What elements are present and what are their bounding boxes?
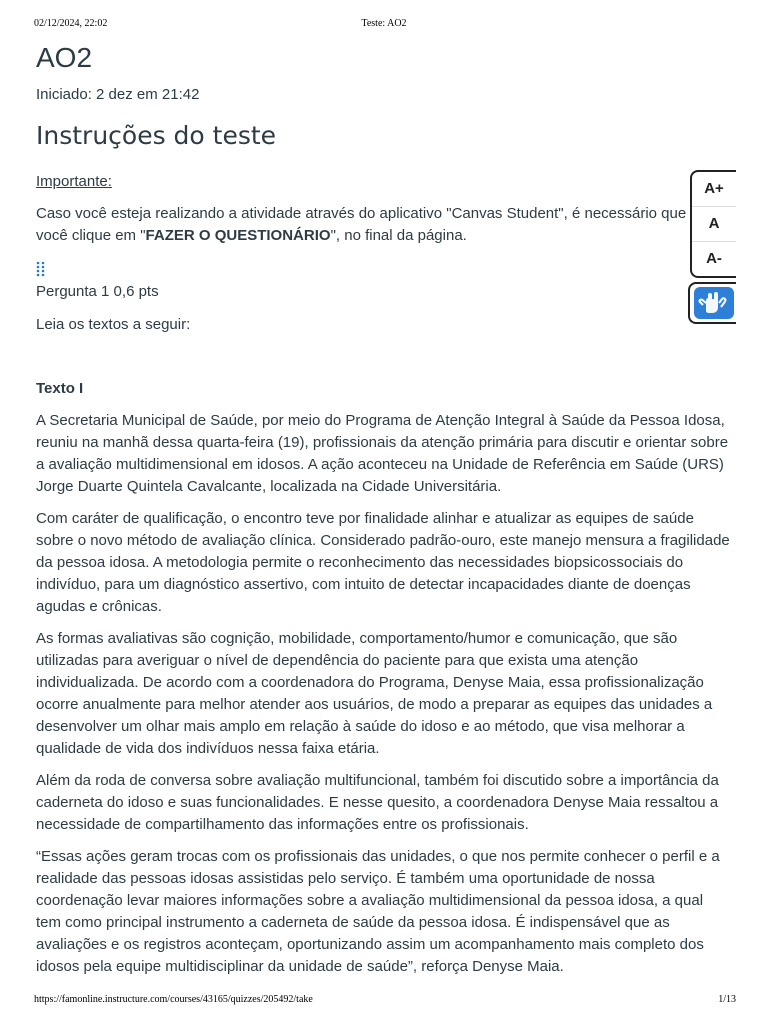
question-intro: Leia os textos a seguir: bbox=[36, 316, 191, 333]
instructions-heading: Instruções do teste bbox=[36, 121, 277, 150]
instructions-text bbox=[36, 203, 696, 247]
instructions-text-end: ", no final da página. bbox=[330, 227, 467, 244]
reset-font-button[interactable]: A bbox=[692, 206, 736, 241]
instructions-text-line1: Caso você esteja realizando a atividade através do aplicativo "Canvas Student", é necessário que bbox=[36, 205, 687, 222]
sign-language-hands-icon bbox=[694, 287, 734, 319]
decrease-font-button[interactable]: A- bbox=[692, 241, 736, 276]
instructions-text-line2-start: você clique em " bbox=[36, 227, 146, 244]
question-paragraph-1: A Secretaria Municipal de Saúde, por meio do Programa de Atenção Integral à Saúde da Pessoa Idosa, reuniu na manhã dessa quarta-feira (19), profissionais da atenção primária para discutir e orientar sobre a avaliação multidimensional em idosos. A ação aconteceu na Unidade de Referência em Saúde (URS) Jorge Duarte Quintela Cavalcante, localizada na Cidade Universitária. bbox=[36, 412, 729, 495]
question-paragraph-3: As formas avaliativas são cognição, mobilidade, comportamento/humor e comunicação, que são utilizadas para averiguar o nível de dependência do paciente para que exista uma atenção individualizada. De acordo com a coordenadora do Programa, Denyse Maia, essa profissionalização ocorre anualmente para melhor atender aos usuários, de modo a preparar as equipes das unidades a desenvolver um olhar mais amplo em relação à saúde do idoso e ao método, que visa melhorar a qualidade de vida dos indivíduos nessa faixa etária. bbox=[36, 630, 713, 757]
vlibras-button[interactable] bbox=[688, 282, 736, 324]
drag-handle-icon[interactable] bbox=[36, 261, 731, 279]
font-size-controls bbox=[690, 170, 736, 278]
instructions-bold-action: FAZER O QUESTIONÁRIO bbox=[145, 227, 331, 244]
print-doc-title: Teste: AO2 bbox=[361, 18, 407, 29]
grip-dots-icon bbox=[36, 261, 46, 277]
quiz-started-time: Iniciado: 2 dez em 21:42 bbox=[36, 86, 200, 103]
question-paragraph-2: Com caráter de qualificação, o encontro teve por finalidade alinhar e atualizar as equipes de saúde sobre o novo método de avaliação clínica. Considerado padrão-ouro, este manejo mensura a fragilidade da pessoa idosa. A metodologia permite o reconhecimento das necessidades biopsicossociais do indivíduo, para um diagnóstico assertivo, com intuito de detectar incapacidades diante de doenças agudas e crônicas. bbox=[36, 510, 730, 615]
increase-font-button[interactable]: A+ bbox=[704, 180, 724, 197]
print-datetime: 02/12/2024, 22:02 bbox=[34, 18, 108, 29]
print-page-number: 1/13 bbox=[718, 994, 736, 1005]
question-paragraph-4: Além da roda de conversa sobre avaliação multifuncional, também foi discutido sobre a importância da caderneta do idoso e suas funcionalidades. E nesse quesito, a coordenadora Denyse Maia ressaltou a necessidade de compartilhamento das informações entre os profissionais. bbox=[36, 772, 719, 833]
quiz-content bbox=[36, 40, 731, 978]
question-header: Pergunta 1 0,6 pts bbox=[36, 283, 159, 300]
texto-heading: Texto I bbox=[36, 380, 84, 397]
quiz-title: AO2 bbox=[36, 42, 93, 73]
important-label: Importante: bbox=[36, 173, 112, 190]
print-url: https://famonline.instructure.com/courses/43165/quizzes/205492/take bbox=[34, 994, 313, 1005]
question-paragraph-5: “Essas ações geram trocas com os profissionais das unidades, o que nos permite conhecer o perfil e a realidade das pessoas idosas assistidas pelo serviço. É também uma oportunidade de nossa coordenação levar maiores informações sobre a avaliação multidimensional da pessoa idosa, a qual tem como principal instrumento a caderneta de saúde da pessoa idosa. É indispensável que as avaliações e os registros aconteçam, oportunizando assim um acompanhamento mais completo dos idosos pela equipe multidisciplinar da unidade de saúde”, reforça Denyse Maia. bbox=[36, 848, 720, 975]
